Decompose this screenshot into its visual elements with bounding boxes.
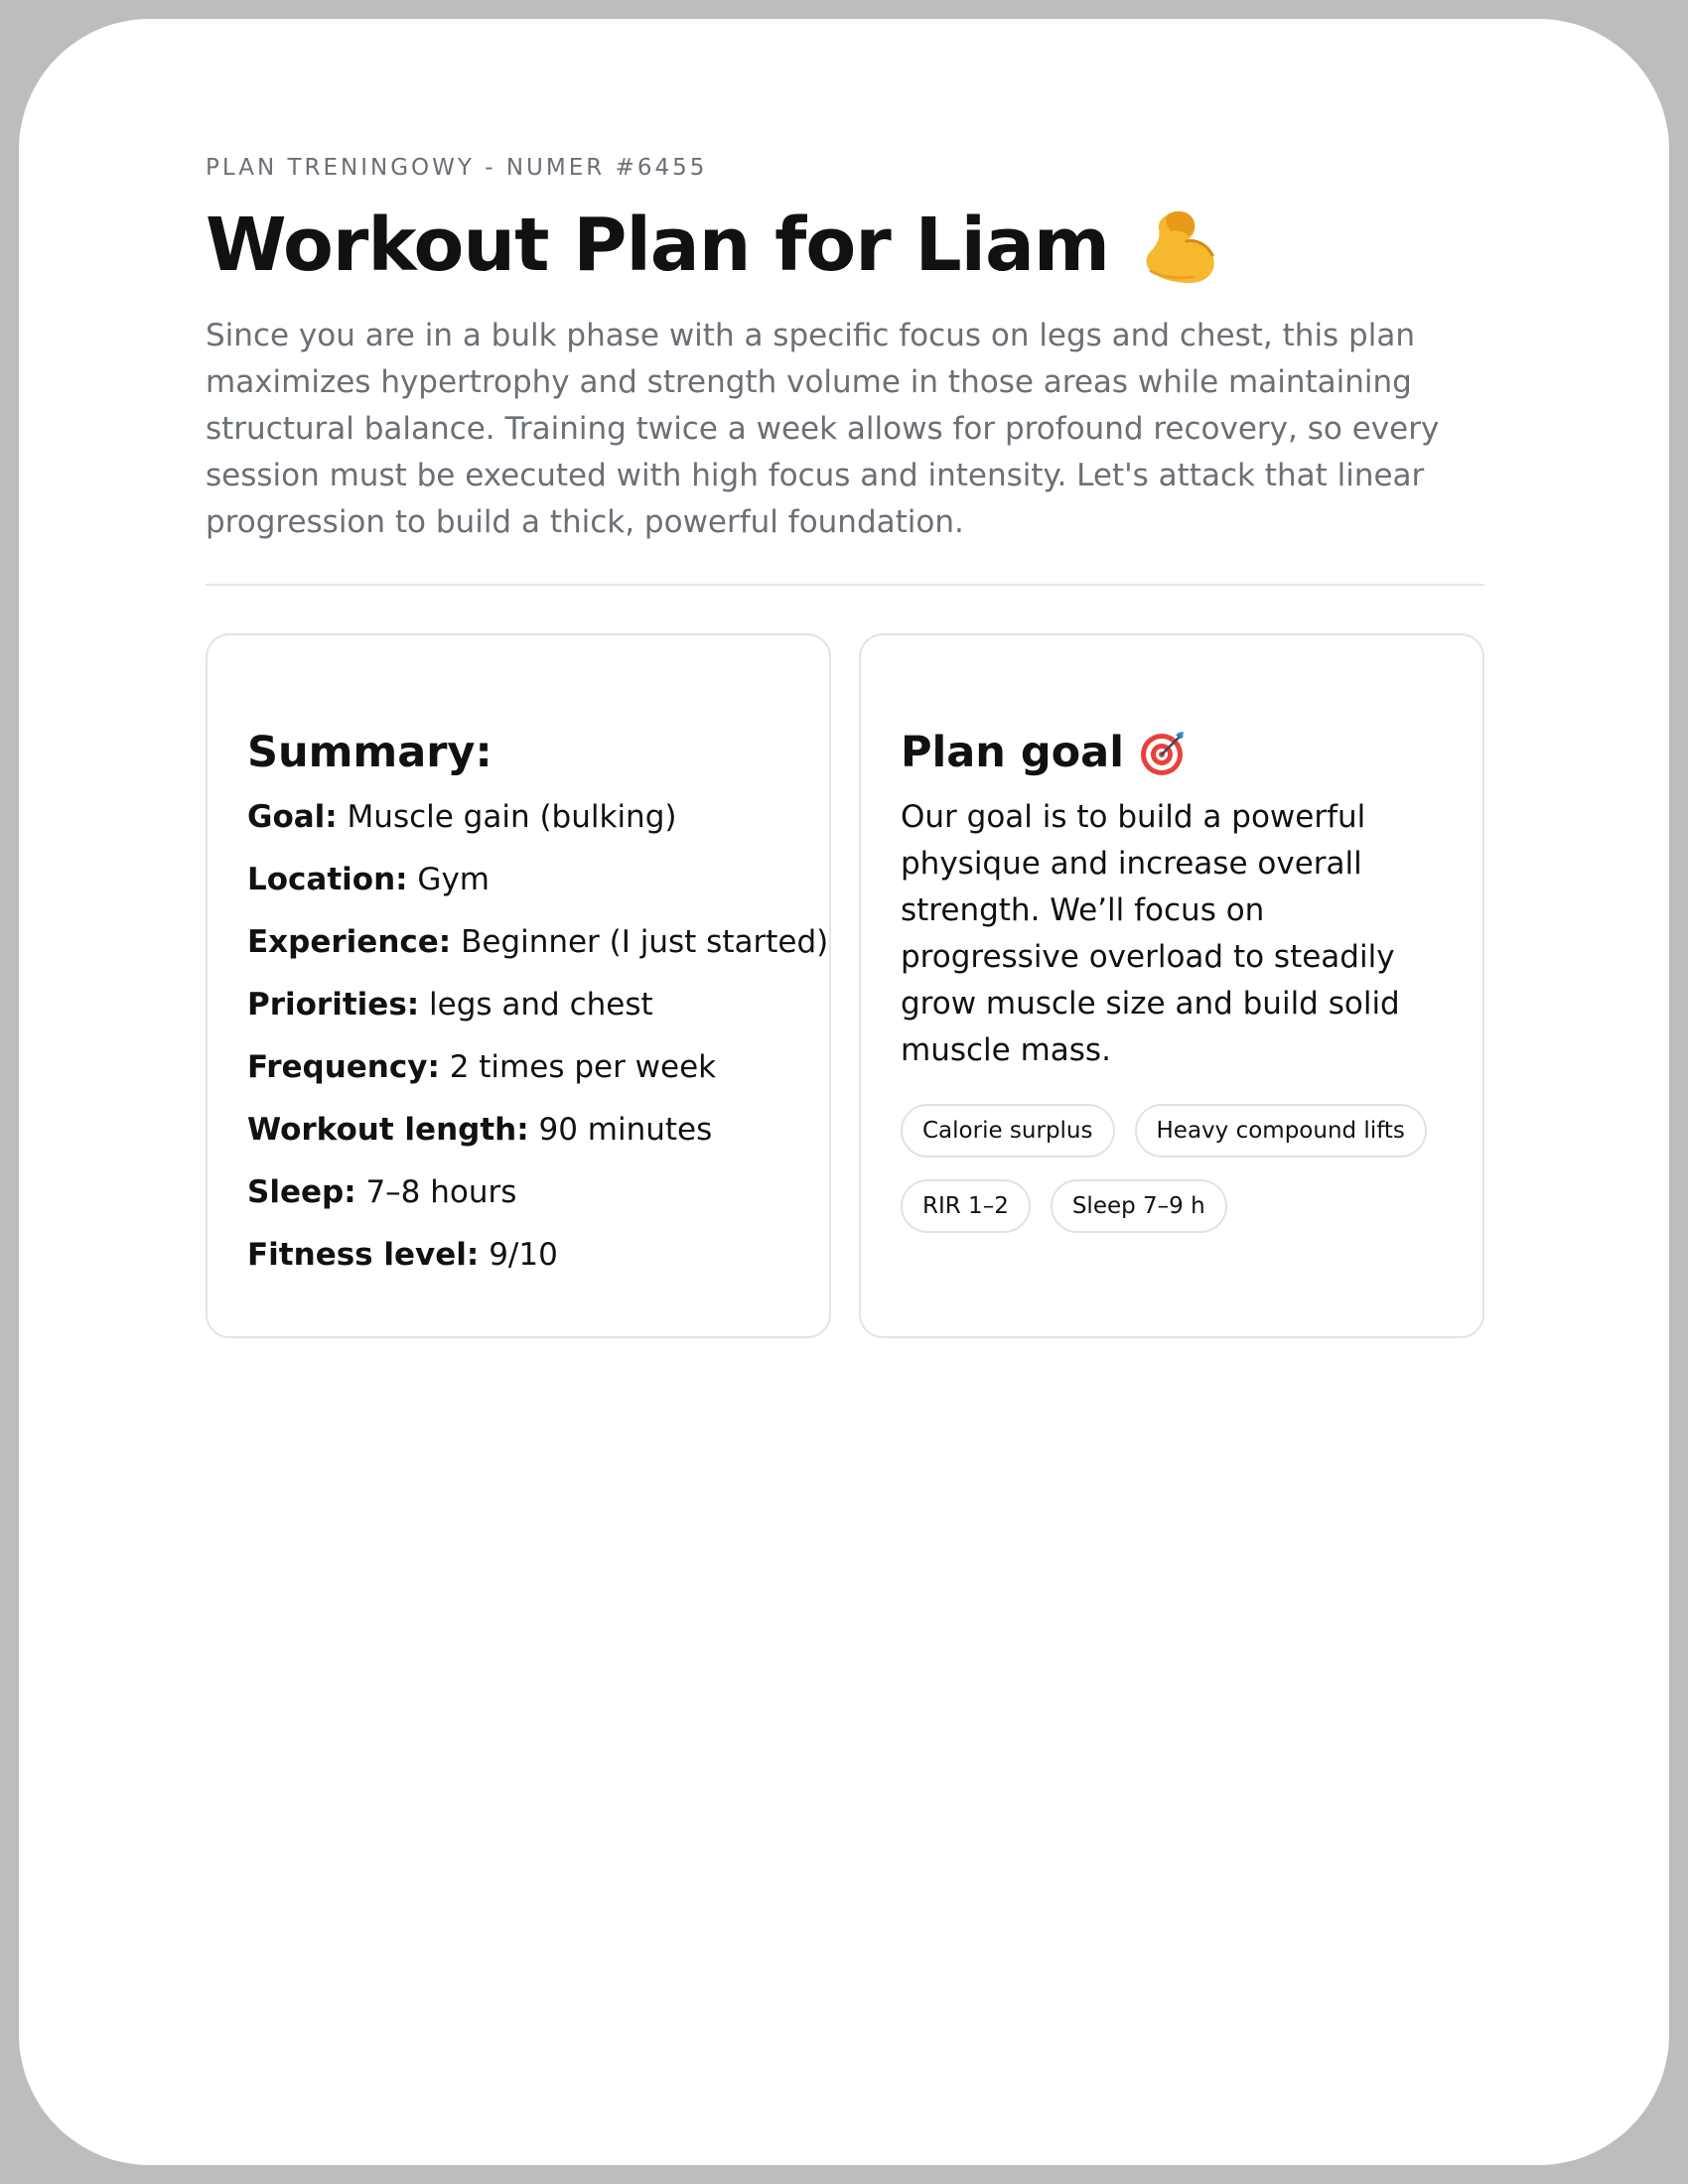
flexed-biceps-icon xyxy=(1137,204,1220,287)
plan-goal-title: Plan goal xyxy=(901,728,1124,777)
tag-chip: Heavy compound lifts xyxy=(1135,1104,1427,1158)
summary-title: Summary: xyxy=(247,728,492,777)
summary-item-experience: Experience: Beginner (I just started) xyxy=(247,924,829,960)
summary-item-frequency: Frequency: 2 times per week xyxy=(247,1049,717,1085)
divider xyxy=(206,584,1484,586)
plan-goal-text: Our goal is to build a powerful physique and increase overall strength. We’ll focus on progressive overload to steadily grow muscle size and build solid muscle mass. xyxy=(901,799,1400,1068)
tag-chip: RIR 1–2 xyxy=(901,1179,1031,1233)
goal-tags xyxy=(901,1104,1457,1233)
summary-card xyxy=(206,633,831,1338)
tag-chip: Calorie surplus xyxy=(901,1104,1115,1158)
page-frame xyxy=(19,19,1669,2165)
plan-eyebrow: PLAN TRENINGOWY - NUMER #6455 xyxy=(206,155,708,181)
page-title: Workout Plan for Liam xyxy=(206,203,1110,288)
summary-item-fitness-level: Fitness level: 9/10 xyxy=(247,1237,558,1273)
summary-item-goal: Goal: Muscle gain (bulking) xyxy=(247,799,677,835)
plan-goal-card xyxy=(859,633,1484,1338)
tag-chip: Sleep 7–9 h xyxy=(1051,1179,1227,1233)
page-content xyxy=(206,148,1484,1338)
cards-row xyxy=(206,633,1484,1338)
summary-list xyxy=(247,794,829,1279)
intro-paragraph: Since you are in a bulk phase with a specific focus on legs and chest, this plan maximizes hypertrophy and strength volume in those areas while maintaining structural balance. Training twice a week allows for profound recovery, so every session must be executed with high focus and intensity. Let's attack that linear progression to build a thick, powerful foundation. xyxy=(206,318,1440,540)
plan-goal-title-row xyxy=(901,725,1443,780)
summary-item-location: Location: Gym xyxy=(247,862,490,897)
summary-item-workout-length: Workout length: 90 minutes xyxy=(247,1112,713,1148)
title-row xyxy=(206,196,1484,295)
summary-item-sleep: Sleep: 7–8 hours xyxy=(247,1174,517,1210)
summary-title-row xyxy=(247,725,789,780)
target-icon xyxy=(1138,728,1188,777)
summary-item-priorities: Priorities: legs and chest xyxy=(247,987,653,1023)
